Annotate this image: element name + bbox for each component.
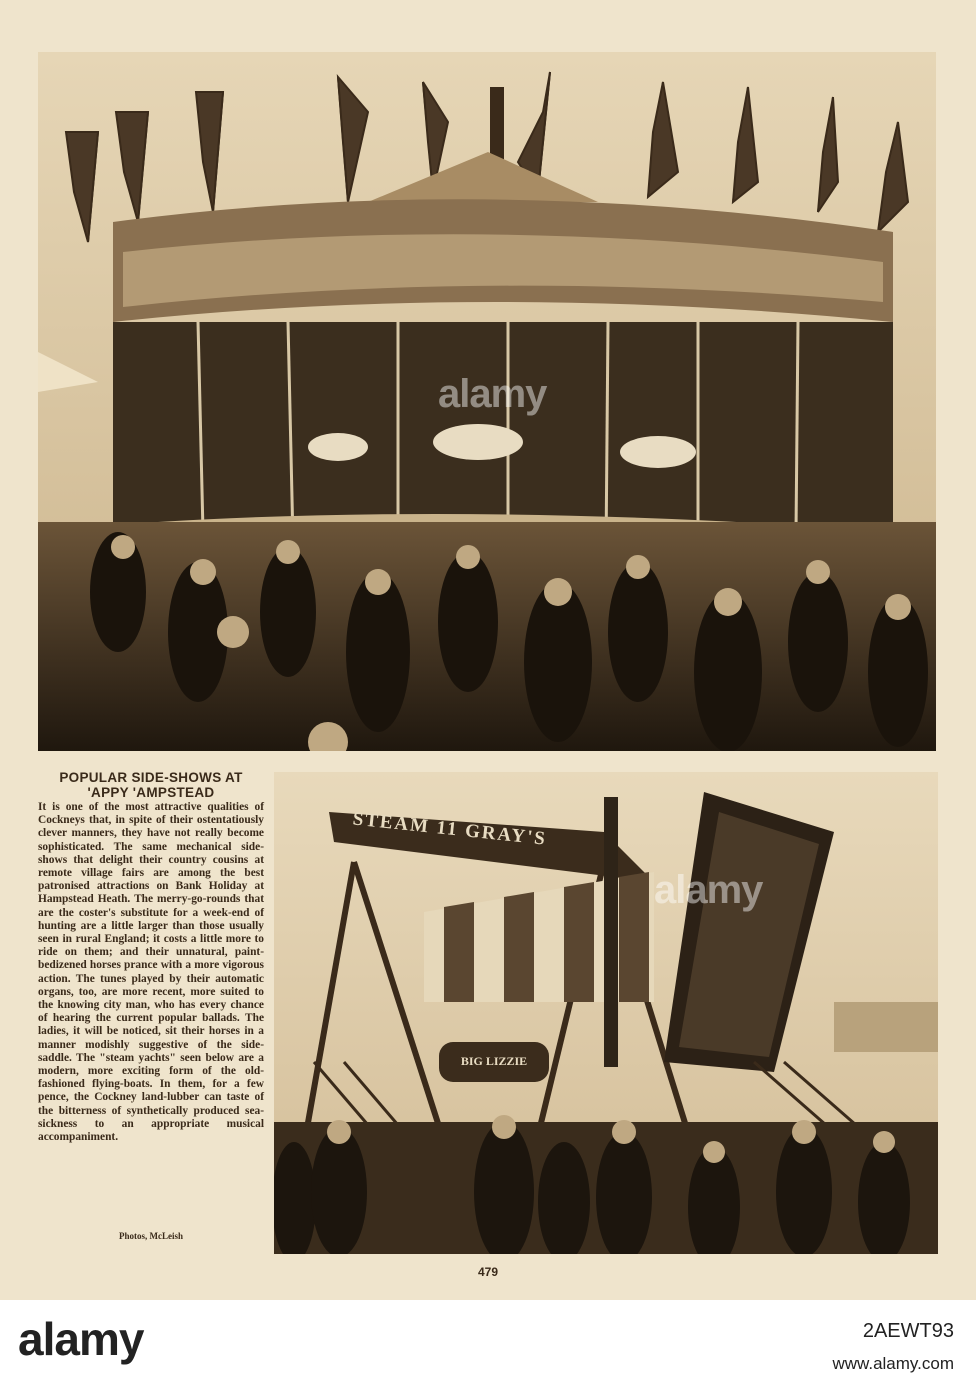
watermark-text: alamy [438, 372, 547, 416]
photo-credit: Photos, McLeish [119, 1231, 183, 1241]
article-heading [38, 770, 264, 800]
steam-yachts-photo [274, 772, 938, 1254]
footer-url: www.alamy.com [832, 1354, 954, 1373]
boat-sign-text: BIG LIZZIE [460, 1054, 528, 1068]
article-heading-line1: POPULAR SIDE-SHOWS AT [59, 770, 243, 785]
watermark-text: alamy [654, 868, 763, 912]
ride-sign-text: STEAM 11 GRAY'S [351, 808, 548, 850]
article-heading-line2: 'APPY 'AMPSTEAD [87, 785, 215, 800]
alamy-logo: alamy [18, 1313, 144, 1365]
image-id: 2AEWT93 [862, 1320, 954, 1342]
article-body: It is one of the most attractive qualities of Cockneys that, in spite of their ostentatiously clever manners, they have not really become sophisticated. The same mechanical side-shows that delight their country cousins at remote village fairs are among the best patronised attractions on Bank Holiday at Hampstead Heath. The merry-go-rounds that are the coster's substitute for a week-end of hunting are a little larger than those usually seen in rural England; it costs a little more to ride on them; and their unnatural, paint-bedizened horses prance with a more vigorous action. The tunes played by their automatic organs, too, are more recent, more suited to the knowing city man, who has every chance of hearing the current popular ballads. The ladies, it will be noticed, sit their horses in a manner modishly suggestive of the side-saddle. The "steam yachts" seen below are a modern, more exciting form of the old-fashioned flying-boats. In them, for a few pence, the Cockney land-lubber can taste of the bitterness of synthetically produced sea-sickness to an appropriate musical accompaniment. [38, 801, 264, 1144]
stock-footer [0, 1300, 976, 1390]
carousel-photo [38, 52, 936, 751]
page-number: 479 [477, 1265, 499, 1279]
